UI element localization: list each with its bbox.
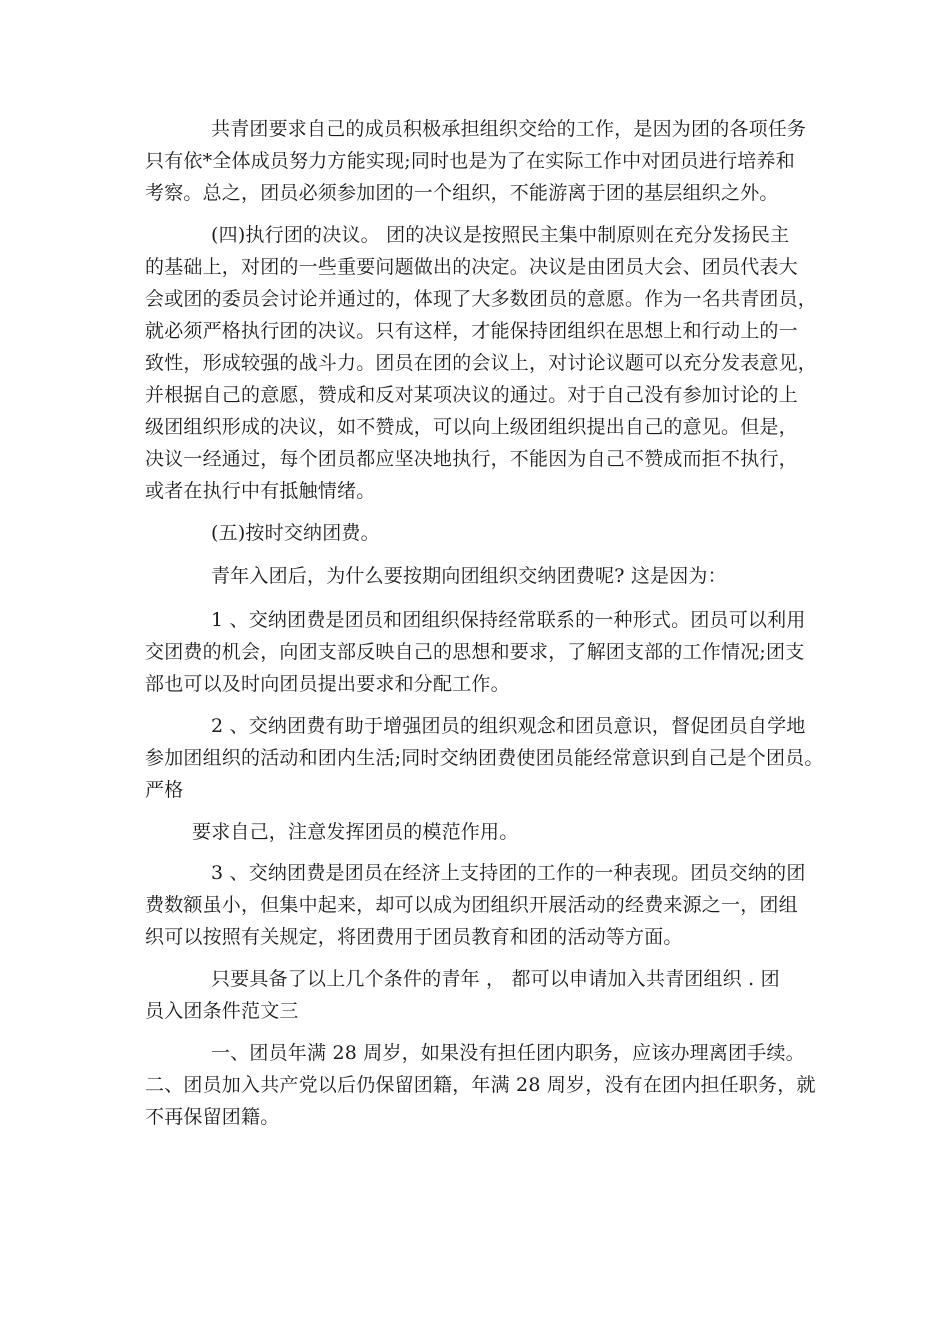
paragraph-line: 不再保留团籍。 bbox=[145, 1106, 280, 1128]
paragraph-line: 要求自己，注意发挥团员的模范作用。 bbox=[192, 821, 519, 843]
paragraph-line: 费数额虽小，但集中起来，却可以成为团组织开展活动的经费来源之一，团组 bbox=[145, 894, 798, 916]
paragraph-line: 会或团的委员会讨论并通过的，体现了大多数团员的意愿。作为一名共青团员， bbox=[145, 288, 818, 310]
paragraph-line: 只有依*全体成员努力方能实现;同时也是为了在实际工作中对团员进行培养和 bbox=[145, 150, 795, 172]
paragraph-line: 考察。总之，团员必须参加团的一个组织，不能游离于团的基层组织之外。 bbox=[145, 182, 779, 204]
paragraph-line: 青年入团后，为什么要按期向团组织交纳团费呢? 这是因为： bbox=[211, 565, 727, 587]
paragraph-line: 级团组织形成的决议，如不赞成，可以向上级团组织提出自己的意见。但是， bbox=[145, 416, 798, 438]
paragraph-line: 二、团员加入共产党以后仍保留团籍，年满 28 周岁，没有在团内担任职务，就 bbox=[145, 1074, 816, 1096]
paragraph-line: 交团费的机会，向团支部反映自己的思想和要求，了解团支部的工作情况;团支 bbox=[145, 641, 805, 663]
paragraph-line: 并根据自己的意愿，赞成和反对某项决议的通过。对于自己没有参加讨论的上 bbox=[145, 384, 798, 406]
paragraph-line: 致性，形成较强的战斗力。团员在团的会议上，对讨论议题可以充分发表意见， bbox=[145, 352, 818, 374]
paragraph-line: 严格 bbox=[145, 779, 184, 801]
section-heading: (五)按时交纳团费。 bbox=[211, 522, 380, 544]
paragraph-line: 决议一经通过，每个团员都应坚决地执行，不能因为自己不赞成而拒不执行， bbox=[145, 448, 798, 470]
paragraph-line: 就必须严格执行团的决议。只有这样，才能保持团组织在思想上和行动上的一 bbox=[145, 320, 798, 342]
paragraph-line: 共青团要求自己的成员积极承担组织交给的工作，是因为团的各项任务 bbox=[211, 118, 807, 140]
paragraph-line: 只要具备了以上几个条件的青年 ， 都可以申请加入共青团组织 . 团 bbox=[211, 968, 780, 990]
paragraph-line: 2 、交纳团费有助于增强团员的组织观念和团员意识，督促团员自学地 bbox=[211, 715, 806, 737]
paragraph-line: 员入团条件范文三 bbox=[145, 1000, 299, 1022]
paragraph-line: (四)执行团的决议。 团的决议是按照民主集中制原则在充分发扬民主 bbox=[211, 224, 790, 246]
paragraph-line: 参加团组织的活动和团内生活;同时交纳团费使团员能经常意识到自己是个团员。 bbox=[145, 747, 824, 769]
paragraph-line: 部也可以及时向团员提出要求和分配工作。 bbox=[145, 673, 510, 695]
paragraph-line: 3 、交纳团费是团员在经济上支持团的工作的一种表现。团员交纳的团 bbox=[211, 862, 806, 884]
paragraph-line: 或者在执行中有抵触情绪。 bbox=[145, 480, 376, 502]
paragraph-line: 1 、交纳团费是团员和团组织保持经常联系的一种形式。团员可以利用 bbox=[211, 609, 806, 631]
paragraph-line: 一、团员年满 28 周岁，如果没有担任团内职务，应该办理离团手续。 bbox=[211, 1042, 805, 1064]
paragraph-line: 的基础上，对团的一些重要问题做出的决定。决议是由团员大会、团员代表大 bbox=[145, 256, 798, 278]
paragraph-line: 织可以按照有关规定，将团费用于团员教育和团的活动等方面。 bbox=[145, 926, 683, 948]
